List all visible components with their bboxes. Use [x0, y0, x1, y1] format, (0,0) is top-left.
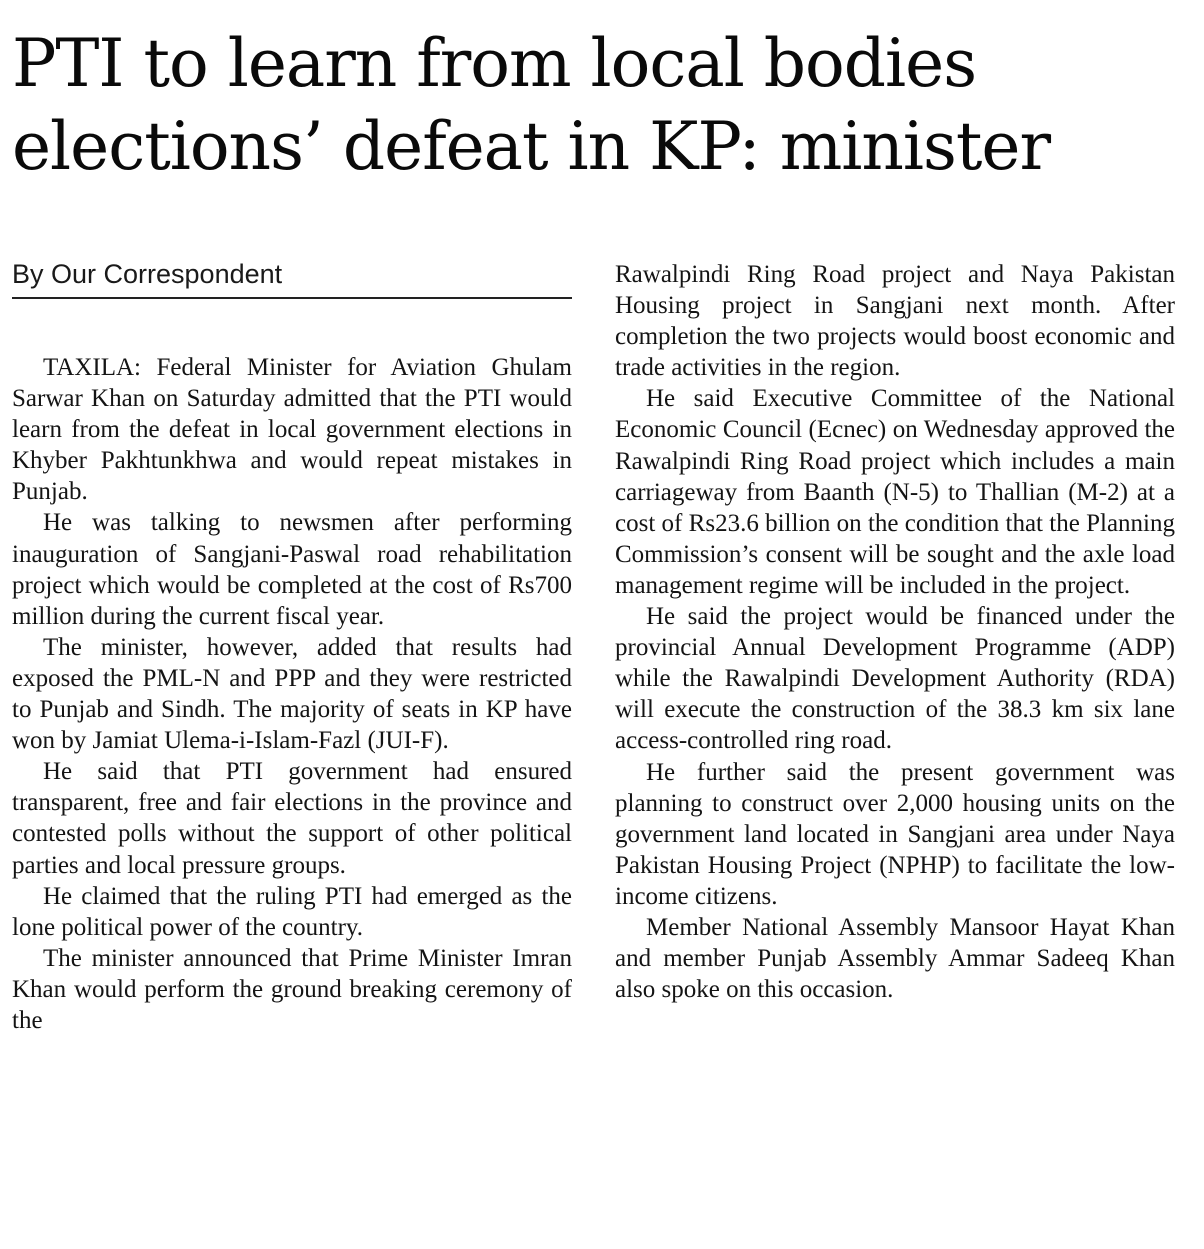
headline	[12, 22, 1192, 188]
article-column-right	[615, 259, 1175, 1005]
paragraph: The minister, however, added that results had exposed the PML-N and PPP and they were restricted to Punjab and Sindh. The majority of seats in KP have won by Jamiat Ulema-i-Islam-Fazl (JUI-F).	[12, 633, 572, 755]
paragraph: TAXILA: Federal Minister for Aviation Ghulam Sarwar Khan on Saturday admitted that the PTI would learn from the defeat in local government elections in Khyber Pakhtunkhwa and would repeat mistakes in Punjab.	[12, 354, 572, 506]
headline-line-1: PTI to learn from local bodies	[12, 25, 977, 102]
paragraph-continued: Rawalpindi Ring Road project and Naya Pakistan Housing project in Sangjani next month. After completion the two projects would boost economic and trade activities in the region.	[615, 261, 1175, 382]
paragraph: He said Executive Committee of the National Economic Council (Ecnec) on Wednesday approved the Rawalpindi Ring Road project which includes a main carriageway from Baanth (N-5) to Thallian (M-2) at a cost of Rs23.6 billion on the condition that the Planning Commission’s consent will be sought and the axle load management regime will be included in the project.	[615, 385, 1175, 599]
paragraph: He further said the present government was planning to construct over 2,000 housing units on the government land located in Sangjani area under Naya Pakistan Housing Project (NPHP) to facilitate the low-income citizens.	[615, 758, 1175, 910]
byline: By Our Correspondent	[12, 259, 283, 289]
paragraph: He said the project would be financed under the provincial Annual Development Programme (ADP) while the Rawalpindi Development Authority (RDA) will execute the construction of the 38.3 km six lane access-controlled ring road.	[615, 603, 1175, 755]
headline-line-2: elections’ defeat in KP: minister	[12, 108, 1051, 185]
paragraph: Member National Assembly Mansoor Hayat Khan and member Punjab Assembly Ammar Sadeeq Khan also spoke on this occasion.	[615, 913, 1175, 1004]
byline-divider	[12, 297, 572, 299]
paragraph: The minister announced that Prime Minister Imran Khan would perform the ground breaking ceremony of the	[12, 944, 572, 1034]
paragraph: He was talking to newsmen after performing inauguration of Sangjani-Paswal road rehabilitation project which would be completed at the cost of Rs700 million during the current fiscal year.	[12, 509, 572, 630]
article-column-left	[12, 352, 572, 1036]
paragraph: He claimed that the ruling PTI had emerged as the lone political power of the country.	[12, 882, 572, 941]
paragraph: He said that PTI government had ensured transparent, free and fair elections in the province and contested polls without the support of other political parties and local pressure groups.	[12, 758, 572, 879]
